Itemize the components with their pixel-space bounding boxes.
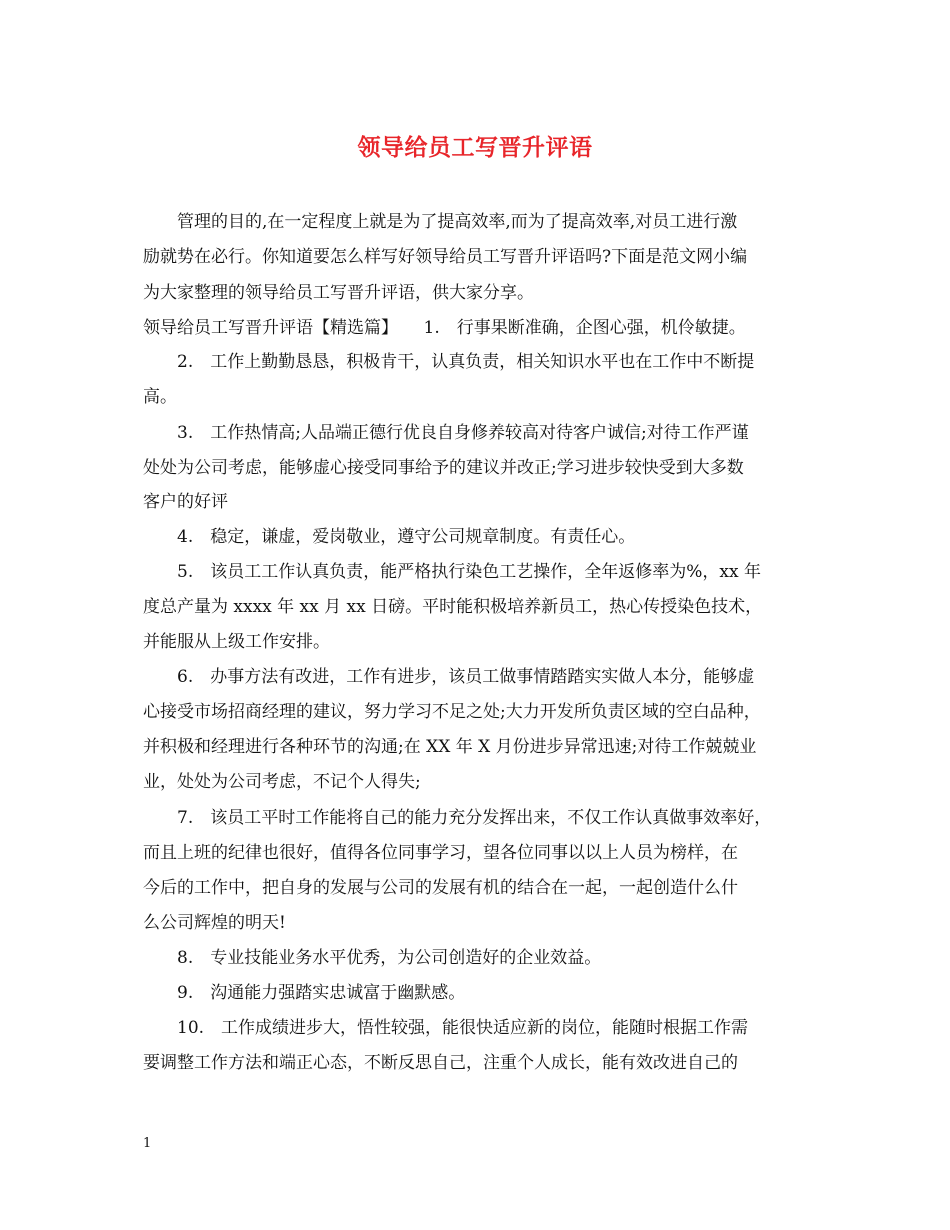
paragraph-line: 领导给员工写晋升评语【精选篇】 1. 行事果断准确，企图心强，机伶敏捷。: [143, 318, 746, 338]
paragraph-line: 而且上班的纪律也很好，值得各位同事学习，望各位同事以以上人员为榜样，在: [143, 843, 738, 863]
paragraph-line: 7. 该员工平时工作能将自己的能力充分发挥出来，不仅工作认真做事效率好，: [177, 808, 772, 828]
paragraph-line: 业，处处为公司考虑，不记个人得失;: [143, 772, 421, 792]
paragraph-line: 并积极和经理进行各种环节的沟通;在 XX 年 X 月份进步异常迅速;对待工作兢兢业: [143, 737, 757, 757]
paragraph-line: 高。: [143, 387, 177, 407]
paragraph-line: 5. 该员工工作认真负责，能严格执行染色工艺操作，全年返修率为%，xx 年: [177, 562, 761, 582]
paragraph-line: 2. 工作上勤勤恳恳，积极肯干，认真负责，相关知识水平也在工作中不断提: [177, 352, 755, 372]
paragraph-line: 4. 稳定，谦虚，爱岗敬业，遵守公司规章制度。有责任心。: [177, 527, 636, 547]
paragraph-line: 为大家整理的领导给员工写晋升评语，供大家分享。: [143, 283, 534, 303]
page-number: 1: [143, 1136, 152, 1151]
paragraph-line: 要调整工作方法和端正心态，不断反思自己，注重个人成长，能有效改进自己的: [143, 1053, 738, 1073]
paragraph-line: 10. 工作成绩进步大，悟性较强，能很快适应新的岗位，能随时根据工作需: [177, 1018, 749, 1038]
paragraph-line: 管理的目的,在一定程度上就是为了提高效率,而为了提高效率,对员工进行激: [177, 212, 738, 232]
paragraph-line: 处处为公司考虑，能够虚心接受同事给予的建议并改正;学习进步较快受到大多数: [143, 458, 744, 478]
paragraph-line: 度总产量为 xxxx 年 xx 月 xx 日磅。平时能积极培养新员工，热心传授染色技术，: [143, 597, 763, 617]
paragraph-line: 并能服从上级工作安排。: [143, 632, 330, 652]
paragraph-line: 3. 工作热情高;人品端正德行优良自身修养较高对待客户诚信;对待工作严谨: [177, 423, 749, 443]
paragraph-line: 么公司辉煌的明天!: [143, 913, 286, 933]
paragraph-line: 6. 办事方法有改进，工作有进步，该员工做事情踏踏实实做人本分，能够虚: [177, 667, 755, 687]
paragraph-line: 客户的好评: [143, 492, 228, 512]
document-title: 领导给员工写晋升评语: [357, 134, 593, 161]
paragraph-line: 今后的工作中，把自身的发展与公司的发展有机的结合在一起，一起创造什么什: [143, 878, 738, 898]
paragraph-line: 心接受市场招商经理的建议，努力学习不足之处;大力开发所负责区域的空白品种，: [143, 702, 761, 722]
paragraph-line: 8. 专业技能业务水平优秀，为公司创造好的企业效益。: [177, 948, 602, 968]
paragraph-line: 9. 沟通能力强踏实忠诚富于幽默感。: [177, 983, 466, 1003]
paragraph-line: 励就势在必行。你知道要怎么样写好领导给员工写晋升评语吗?下面是范文网小编: [143, 247, 748, 267]
